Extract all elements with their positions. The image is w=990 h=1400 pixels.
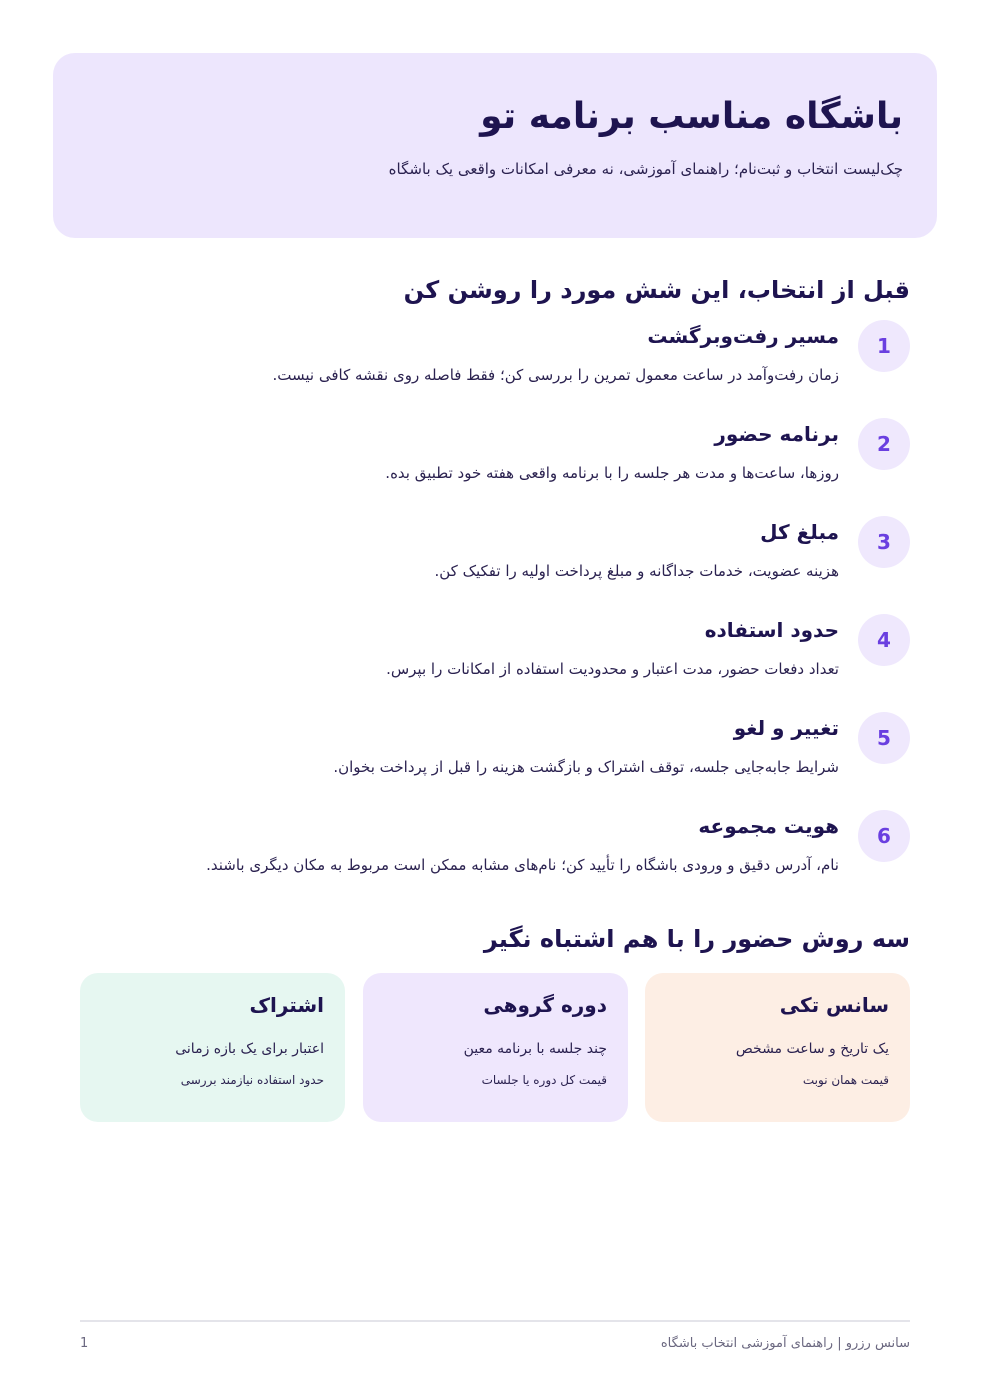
checklist-item (80, 712, 910, 792)
card-note: حدود استفاده نیازمند بررسی (180, 1073, 324, 1087)
step-number: 5 (858, 712, 910, 764)
item-title: برنامه حضور (714, 422, 839, 446)
step-number: 4 (858, 614, 910, 666)
item-description: تعداد دفعات حضور، مدت اعتبار و محدودیت استفاده از امکانات را بپرس. (386, 660, 839, 678)
checklist-title: قبل از انتخاب، این شش مورد را روشن کن (403, 276, 910, 304)
item-title: حدود استفاده (704, 618, 839, 642)
footer-text: سانس رزرو | راهنمای آموزشی انتخاب باشگاه (660, 1336, 910, 1351)
step-number: 2 (858, 418, 910, 470)
page-title: باشگاه مناسب برنامه تو (480, 96, 903, 137)
step-number: 1 (858, 320, 910, 372)
method-card-subscription (80, 973, 345, 1122)
methods-title: سه روش حضور را با هم اشتباه نگیر (483, 925, 910, 953)
item-title: مبلغ کل (760, 520, 839, 544)
method-card-single (645, 973, 910, 1122)
checklist-item (80, 516, 910, 596)
step-number: 6 (858, 810, 910, 862)
checklist-item (80, 320, 910, 400)
item-description: روزها، ساعت‌ها و مدت هر جلسه را با برنامه واقعی هفته خود تطبیق بده. (385, 464, 839, 482)
item-description: شرایط جابه‌جایی جلسه، توقف اشتراک و بازگشت هزینه را قبل از پرداخت بخوان. (333, 758, 839, 776)
item-description: نام، آدرس دقیق و ورودی باشگاه را تأیید کن؛ نام‌های مشابه ممکن است مربوط به مکان دیگری باشند. (206, 856, 839, 874)
card-line: چند جلسه با برنامه معین (463, 1041, 607, 1057)
step-number: 3 (858, 516, 910, 568)
item-description: هزینه عضویت، خدمات جداگانه و مبلغ پرداخت اولیه را تفکیک کن. (434, 562, 839, 580)
hero-banner (53, 53, 937, 238)
card-line: یک تاریخ و ساعت مشخص (735, 1041, 889, 1057)
method-card-group (363, 973, 628, 1122)
checklist-item (80, 418, 910, 498)
card-title: اشتراک (249, 993, 324, 1017)
item-title: مسیر رفت‌وبرگشت (647, 324, 839, 348)
card-note: قیمت همان نوبت (802, 1073, 889, 1087)
page-number: 1 (80, 1336, 89, 1351)
card-title: سانس تکی (779, 993, 889, 1017)
item-title: هویت مجموعه (698, 814, 839, 838)
checklist-item (80, 810, 910, 890)
card-title: دوره گروهی (483, 993, 607, 1017)
footer-divider (80, 1320, 910, 1322)
card-line: اعتبار برای یک بازه زمانی (175, 1041, 324, 1057)
card-note: قیمت کل دوره یا جلسات (481, 1073, 607, 1087)
page-subtitle: چک‌لیست انتخاب و ثبت‌نام؛ راهنمای آموزشی، نه معرفی امکانات واقعی یک باشگاه (388, 160, 903, 179)
checklist-item (80, 614, 910, 694)
item-description: زمان رفت‌وآمد در ساعت معمول تمرین را بررسی کن؛ فقط فاصله روی نقشه کافی نیست. (272, 366, 839, 384)
item-title: تغییر و لغو (733, 716, 839, 740)
